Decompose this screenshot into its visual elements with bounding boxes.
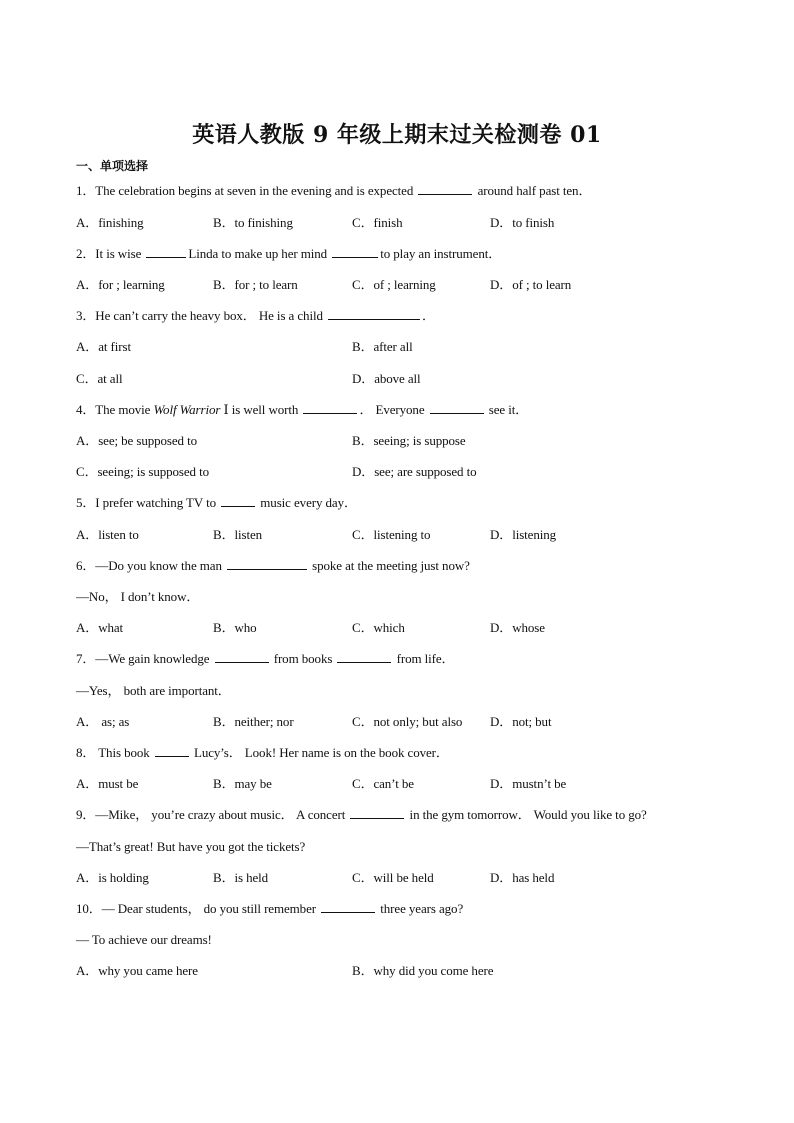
- question-6-reply: —No， I don’t know．: [76, 589, 200, 604]
- q5-option-d: D．listening: [490, 527, 557, 542]
- answer-blank: [321, 900, 375, 913]
- question-7-reply: —Yes， both are important．: [76, 683, 231, 698]
- question-9-reply: —That’s great! But have you got the tickets?: [76, 839, 306, 854]
- q7-option-a: A． as; as: [76, 714, 130, 729]
- question-9: 9．—Mike， you’re crazy about music． A concert in the gym tomorrow． Would you like to go?: [76, 807, 647, 822]
- answer-blank: [328, 307, 420, 320]
- q8-option-c: C．can’t be: [352, 776, 414, 791]
- movie-title: Wolf Warrior: [153, 402, 221, 417]
- answer-blank: [215, 650, 269, 663]
- question-5: 5．I prefer watching TV to music every day．: [76, 495, 357, 510]
- section-heading: 一、单项选择: [76, 159, 149, 173]
- q6-option-a: A．what: [76, 620, 124, 635]
- question-1: 1．The celebration begins at seven in the evening and is expected around half past ten．: [76, 183, 592, 198]
- answer-blank: [430, 401, 484, 414]
- answer-blank: [155, 744, 189, 757]
- q9-option-c: C．will be held: [352, 870, 434, 885]
- q6-option-b: B．who: [213, 620, 257, 635]
- q5-option-a: A．listen to: [76, 527, 139, 542]
- answer-blank: [227, 557, 307, 570]
- q2-option-b: B．for ; to learn: [213, 277, 298, 292]
- q7-option-d: D．not; but: [490, 714, 552, 729]
- question-8: 8． This book Lucy’s． Look! Her name is on the book cover．: [76, 745, 449, 760]
- q6-option-c: C．which: [352, 620, 405, 635]
- q3-option-c: C．at all: [76, 371, 123, 386]
- answer-blank: [332, 245, 378, 258]
- q9-option-d: D．has held: [490, 870, 555, 885]
- question-10: 10．— Dear students， do you still remember three years ago?: [76, 901, 464, 916]
- question-7: 7．—We gain knowledge from books from life．: [76, 651, 455, 666]
- q3-option-a: A．at first: [76, 339, 131, 354]
- q8-option-b: B．may be: [213, 776, 272, 791]
- q3-option-b: B．after all: [352, 339, 413, 354]
- q5-option-c: C．listening to: [352, 527, 431, 542]
- q8-option-a: A．must be: [76, 776, 139, 791]
- question-6: 6．—Do you know the man spoke at the meeting just now?: [76, 558, 470, 573]
- q7-option-c: C．not only; but also: [352, 714, 463, 729]
- q9-option-a: A．is holding: [76, 870, 149, 885]
- answer-blank: [146, 245, 186, 258]
- q10-option-b: B．why did you come here: [352, 963, 494, 978]
- q2-option-c: C．of ; learning: [352, 277, 436, 292]
- answer-blank: [350, 806, 404, 819]
- q8-option-d: D．mustn’t be: [490, 776, 567, 791]
- q9-option-b: B．is held: [213, 870, 269, 885]
- page-title: 英语人教版 9 年级上期末过关检测卷 01: [192, 122, 602, 148]
- answer-blank: [418, 182, 472, 195]
- q3-option-d: D．above all: [352, 371, 421, 386]
- q5-option-b: B．listen: [213, 527, 263, 542]
- question-3: 3．He can’t carry the heavy box． He is a child ．: [76, 308, 435, 323]
- answer-blank: [337, 650, 391, 663]
- question-4: 4．The movie Wolf Warrior Ⅰ is well worth ． Everyone see it．: [76, 402, 529, 417]
- q7-option-b: B．neither; nor: [213, 714, 294, 729]
- q4-option-d: D．see; are supposed to: [352, 464, 477, 479]
- question-10-reply: — To achieve our dreams!: [76, 932, 212, 947]
- question-2: 2．It is wise Linda to make up her mind to play an instrument．: [76, 246, 502, 261]
- answer-blank: [221, 494, 255, 507]
- q4-option-c: C．seeing; is supposed to: [76, 464, 210, 479]
- q1-option-d: D．to finish: [490, 215, 555, 230]
- q1-option-b: B．to finishing: [213, 215, 293, 230]
- q1-option-c: C．finish: [352, 215, 403, 230]
- q6-option-d: D．whose: [490, 620, 545, 635]
- q10-option-a: A．why you came here: [76, 963, 198, 978]
- q4-option-b: B．seeing; is suppose: [352, 433, 466, 448]
- q2-option-a: A．for ; learning: [76, 277, 165, 292]
- q1-option-a: A．finishing: [76, 215, 144, 230]
- q2-option-d: D．of ; to learn: [490, 277, 572, 292]
- answer-blank: [303, 401, 357, 414]
- q4-option-a: A．see; be supposed to: [76, 433, 198, 448]
